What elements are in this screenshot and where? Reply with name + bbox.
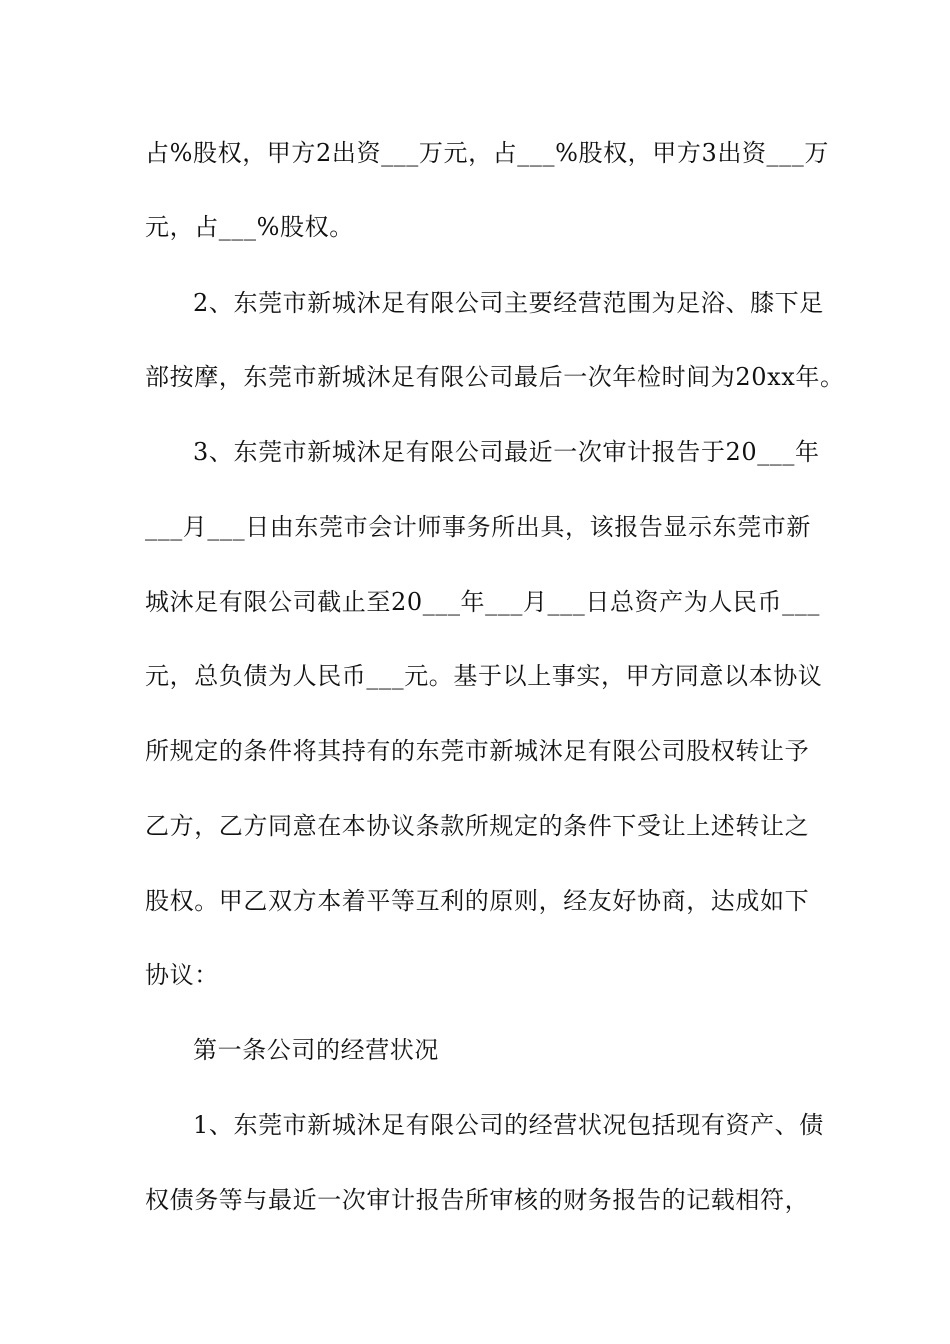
text-line: ___月___日由东莞市会计师事务所出具，该报告显示东莞市新 — [145, 513, 811, 541]
paragraph-start-line: 3、东莞市新城沐足有限公司最近一次审计报告于20___年 — [193, 438, 820, 466]
paragraph-start-line: 1、东莞市新城沐足有限公司的经营状况包括现有资产、债 — [193, 1111, 824, 1139]
section-heading: 第一条公司的经营状况 — [193, 1036, 439, 1064]
text-line: 乙方，乙方同意在本协议条款所规定的条件下受让上述转让之 — [145, 812, 810, 840]
text-line: 所规定的条件将其持有的东莞市新城沐足有限公司股权转让予 — [145, 737, 810, 765]
text-line: 元，占___%股权。 — [145, 213, 354, 241]
text-line: 股权。甲乙双方本着平等互利的原则，经友好协商，达成如下 — [145, 887, 810, 915]
text-line: 部按摩，东莞市新城沐足有限公司最后一次年检时间为20xx年。 — [145, 363, 845, 391]
text-line: 权债务等与最近一次审计报告所审核的财务报告的记载相符， — [145, 1186, 810, 1214]
paragraph-start-line: 2、东莞市新城沐足有限公司主要经营范围为足浴、膝下足 — [193, 289, 824, 317]
text-line: 元，总负债为人民币___元。基于以上事实，甲方同意以本协议 — [145, 662, 823, 690]
text-line: 协议： — [145, 961, 219, 989]
text-line: 占%股权，甲方2出资___万元，占___%股权，甲方3出资___万 — [145, 139, 829, 167]
text-line: 城沐足有限公司截止至20___年___月___日总资产为人民币___ — [145, 588, 820, 616]
